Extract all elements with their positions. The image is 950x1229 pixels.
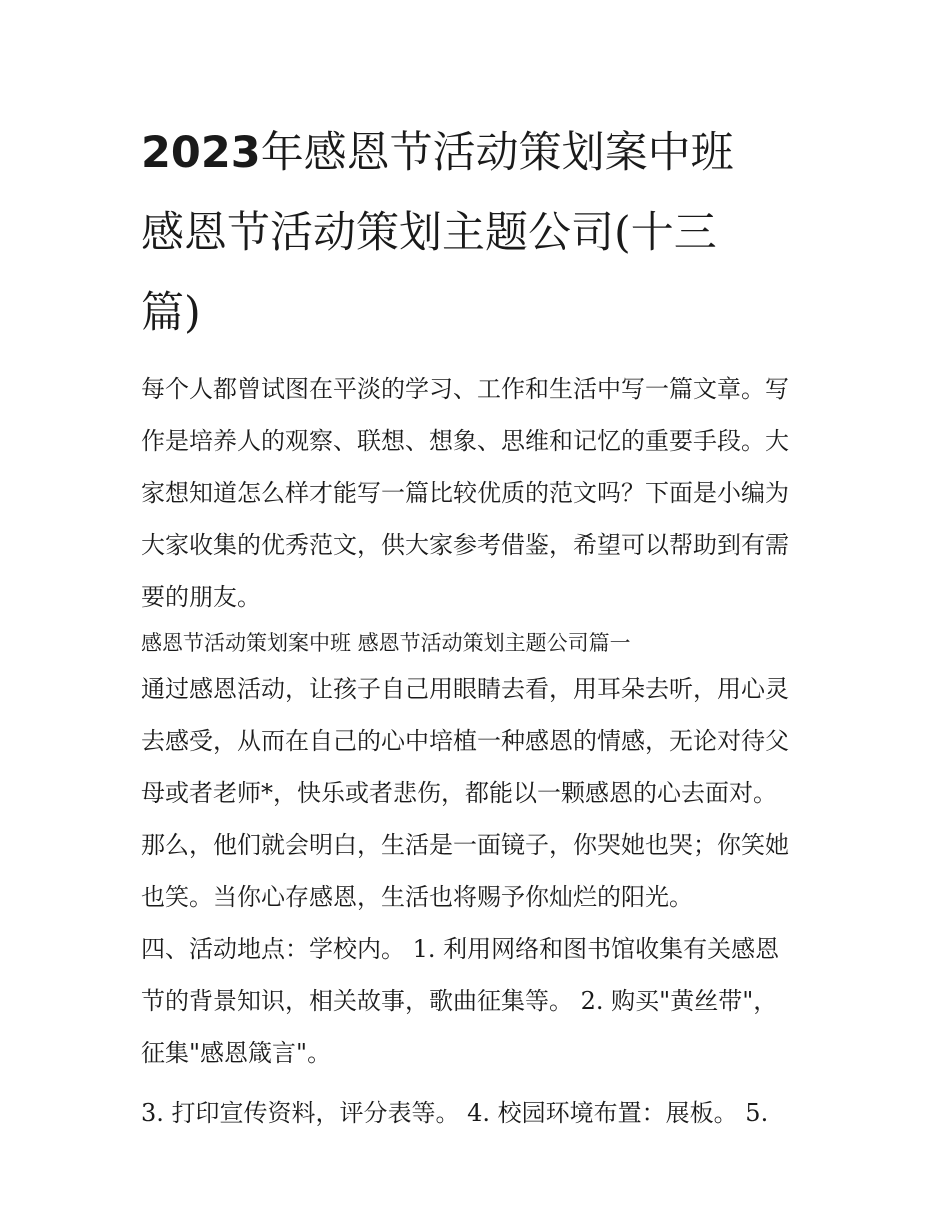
title-line-2: 感恩节活动策划主题公司(十三 — [141, 208, 717, 258]
intro-line: 要的朋友。 — [141, 583, 261, 611]
body-line: 通过感恩活动，让孩子自己用眼睛去看，用耳朵去听，用心灵 — [141, 675, 789, 703]
body-line: 也笑。当你心存感恩，生活也将赐予你灿烂的阳光。 — [141, 883, 693, 911]
location-line: 征集"感恩箴言"。 — [141, 1039, 332, 1067]
section-heading: 感恩节活动策划案中班 感恩节活动策划主题公司篇一 — [141, 631, 631, 655]
title-year: 2023 — [141, 128, 261, 178]
location-line: 节的背景知识，相关故事，歌曲征集等。 2. 购买"黄丝带"， — [141, 987, 778, 1015]
intro-line: 家想知道怎么样才能写一篇比较优质的范文吗？下面是小编为 — [141, 479, 789, 507]
title-line-1-text: 年感恩节活动策划案中班 — [260, 128, 734, 178]
intro-line: 每个人都曾试图在平淡的学习、工作和生活中写一篇文章。写 — [141, 375, 789, 403]
steps-line: 3. 打印宣传资料，评分表等。 4. 校园环境布置：展板。 5. — [141, 1099, 769, 1127]
title-line-1 — [141, 113, 813, 193]
body-paragraph — [141, 663, 813, 923]
location-line: 四、活动地点：学校内。 1. 利用网络和图书馆收集有关感恩 — [141, 935, 780, 963]
steps-paragraph — [141, 1087, 813, 1139]
intro-paragraph — [141, 363, 813, 623]
body-line: 那么，他们就会明白，生活是一面镜子，你哭她也哭；你笑她 — [141, 831, 789, 859]
intro-line: 作是培养人的观察、联想、想象、思维和记忆的重要手段。大 — [141, 427, 789, 455]
document-title — [141, 113, 813, 353]
title-line-3: 篇) — [141, 288, 201, 338]
location-paragraph — [141, 923, 813, 1079]
document-page — [141, 113, 813, 1139]
intro-line: 大家收集的优秀范文，供大家参考借鉴，希望可以帮助到有需 — [141, 531, 789, 559]
body-line: 去感受，从而在自己的心中培植一种感恩的情感，无论对待父 — [141, 727, 789, 755]
body-line: 母或者老师*，快乐或者悲伤，都能以一颗感恩的心去面对。 — [141, 779, 777, 807]
